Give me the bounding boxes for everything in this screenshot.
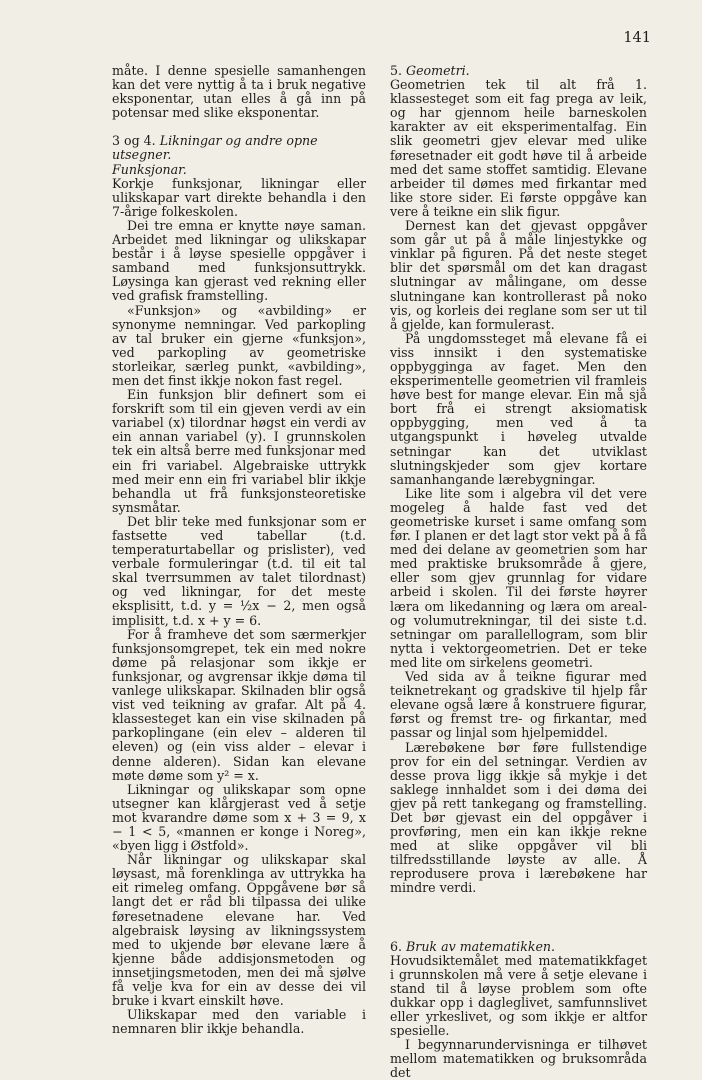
left-column [112,64,366,1036]
section-number: 5. [390,63,403,78]
paragraph: Likningar og ulikskapar som opne utsegner kan klårgjerast ved å setje mot kvarandre døme som x + 3 = 9, x − 1 < 5, «mannen er konge i Noreg», «byen ligg i Østfold». [112,781,366,854]
paragraph: Geometrien tek til alt frå 1. klassesteget som eit fag prega av leik, og har gjennom heile barneskolen karakter av eit eksperimentalfag. Ein slik geometri gjev elevar med ulike føresetnader eit godt høve til å arbeide med det same stoffet samtidig. Elevane arbeider til dømes med firkantar med like store sider. Ei første oppgåve kan vere å teikne ein slik figur. [390,77,647,219]
paragraph: «Funksjon» og «avbilding» er synonyme nemningar. Ved parkopling av tal bruker ein gjerne «funksjon», ved parkopling av geometriske storleikar, særleg punkt, «avbilding», men det finst ikkje nokon fast regel. [112,302,366,388]
paragraph: Når likningar og ulikskapar skal løysast, må forenklinga av uttrykka ha eit rimeleg omfang. Oppgåvene bør så langt det er råd bli tilpassa dei ulike føresetnadene elevane har. Ved algebraisk løysing av likningssystem med to ukjende bør elevane lære å kjenne både addisjonsmetoden og innsetjingsmetoden, men dei må sjølve få velje kva for ein av desse dei vil bruke i kvart einskilt høve. [112,852,366,1009]
paragraph: Korkje funksjonar, likningar eller ulikskapar vart direkte behandla i den 7-årige folkeskolen. [112,175,366,219]
page-number: 141 [623,30,651,46]
section-number: 3 og 4. [112,133,156,149]
section-heading-5 [390,64,647,78]
section-heading-3-4 [112,134,366,162]
paragraph: Ulikskapar med den variable i nemnaren blir ikkje behandla. [112,1007,366,1037]
paragraph: Hovudsiktemålet med matematikkfaget i grunnskolen må vere å setje elevane i stand til å løyse problem som ofte dukkar opp i dagleglivet, samfunnslivet eller yrkeslivet, og som ikkje er altfor spesielle. [390,952,647,1039]
intro-paragraph: måte. I denne spesielle samanhengen kan det vere nyttig å ta i bruk negative eksponentar, utan elles å gå inn på potensar med slike eksponentar. [112,63,366,121]
paragraph: På ungdomssteget må elevane få ei viss innsikt i den systematiske oppbygginga av faget. Men den eksperimentelle geometrien vil framleis høve best for mange elevar. Ein må sjå bort frå ei strengt aksiomatisk oppbygging, men ved å ta utgangspunkt i høveleg utvalde setningar kan det utviklast slutningskjeder som gjev kortare samanhangande lærebygningar. [390,330,647,487]
paragraph: Ein funksjon blir definert som ei forskrift som til ein gjeven verdi av ein variabel (x) tilordnar høgst ein verdi av ein annan variabel (y). I grunnskolen tek ein altså berre med funksjonar med ein fri variabel. Algebraiske uttrykk med meir enn ein fri variabel blir ikkje behandla ut frå funksjonsteoretiske synsmåtar. [112,387,366,515]
paragraph: For å framheve det som særmerkjer funksjonsomgrepet, tek ein med nokre døme på relasjonar som ikkje er funksjonar, og avgrensar ikkje døma til vanlege ulikskapar. Skilnaden blir også vist ved teikning av grafar. Alt på 4. klassesteget kan ein vise skilnaden på parkoplingane (ein elev – alderen til eleven) og (ein viss alder – elevar i denne alderen). Sidan kan elevane møte døme som y² = x. [112,626,366,783]
section-title: Geometri. [406,63,470,78]
section-heading-6 [390,940,647,954]
section-title: Bruk av matematikken. [406,938,556,954]
subheading-funksjonar: Funksjonar. [112,161,187,177]
right-column [390,64,647,1080]
section-number: 6. [390,938,403,954]
paragraph: Like lite som i algebra vil det vere mogeleg å halde fast ved det geometriske kurset i same omfang som før. I planen er det lagt stor vekt på å få med dei delane av geometrien som har med praktiske bruksområde å gjere, eller som gjev grunnlag for vidare arbeid i skolen. Til dei første høyrer læra om likedanning og læra om areal- og volumutrekningar, til dei siste t.d. setningar om parallellogram, som blir nytta i vektorgeometrien. Det er teke med lite om sirkelens geometri. [390,485,647,670]
paragraph: Ved sida av å teikne figurar med teiknetrekant og gradskive til hjelp får elevane også lære å konstruere figurar, først og fremst tre- og firkantar, med passar og linjal som hjelpemiddel. [390,669,647,741]
paragraph: Dernest kan det gjevast oppgåver som går ut på å måle linjestykke og vinklar på figuren. På det neste steget blir det spørsmål om det kan dragast slutningar av målingane, om desse slutningane kan kontrollerast på noko vis, og korleis dei reglane som ser ut til å gjelde, kan formulerast. [390,218,647,332]
paragraph: Dei tre emna er knytte nøye saman. Arbeidet med likningar og ulikskapar består i å løyse spesielle oppgåver i samband med funksjonsuttrykk. Løysinga kan gjerast ved rekning eller ved grafisk framstelling. [112,217,366,304]
paragraph: I begynnarundervisninga er tilhøvet mellom matematikken og bruksområda det [390,1037,647,1080]
paragraph: Lærebøkene bør føre fullstendige prov for ein del setningar. Verdien av desse prova ligg ikkje så mykje i det saklege innhaldet som i dei døma dei gjev på rett tankegang og framstelling. Det bør gjevast ein del oppgåver i provføring, men ein kan ikkje rekne med at slike oppgåver vil bli tilfredsstillande løyste av alle. Å reprodusere prova i lærebøkene har mindre verdi. [390,739,647,896]
section-title: Likningar og andre opne utsegner. [112,133,318,163]
paragraph: Det blir teke med funksjonar som er fastsette ved tabellar (t.d. temperaturtabellar og prislister), ved verbale formuleringar (t.d. til eit tal skal tverrsummen av talet tilordnast) og ved likningar, for det meste eksplisitt, t.d. y = ½x − 2, men også implisitt, t.d. x + y = 6. [112,513,366,628]
